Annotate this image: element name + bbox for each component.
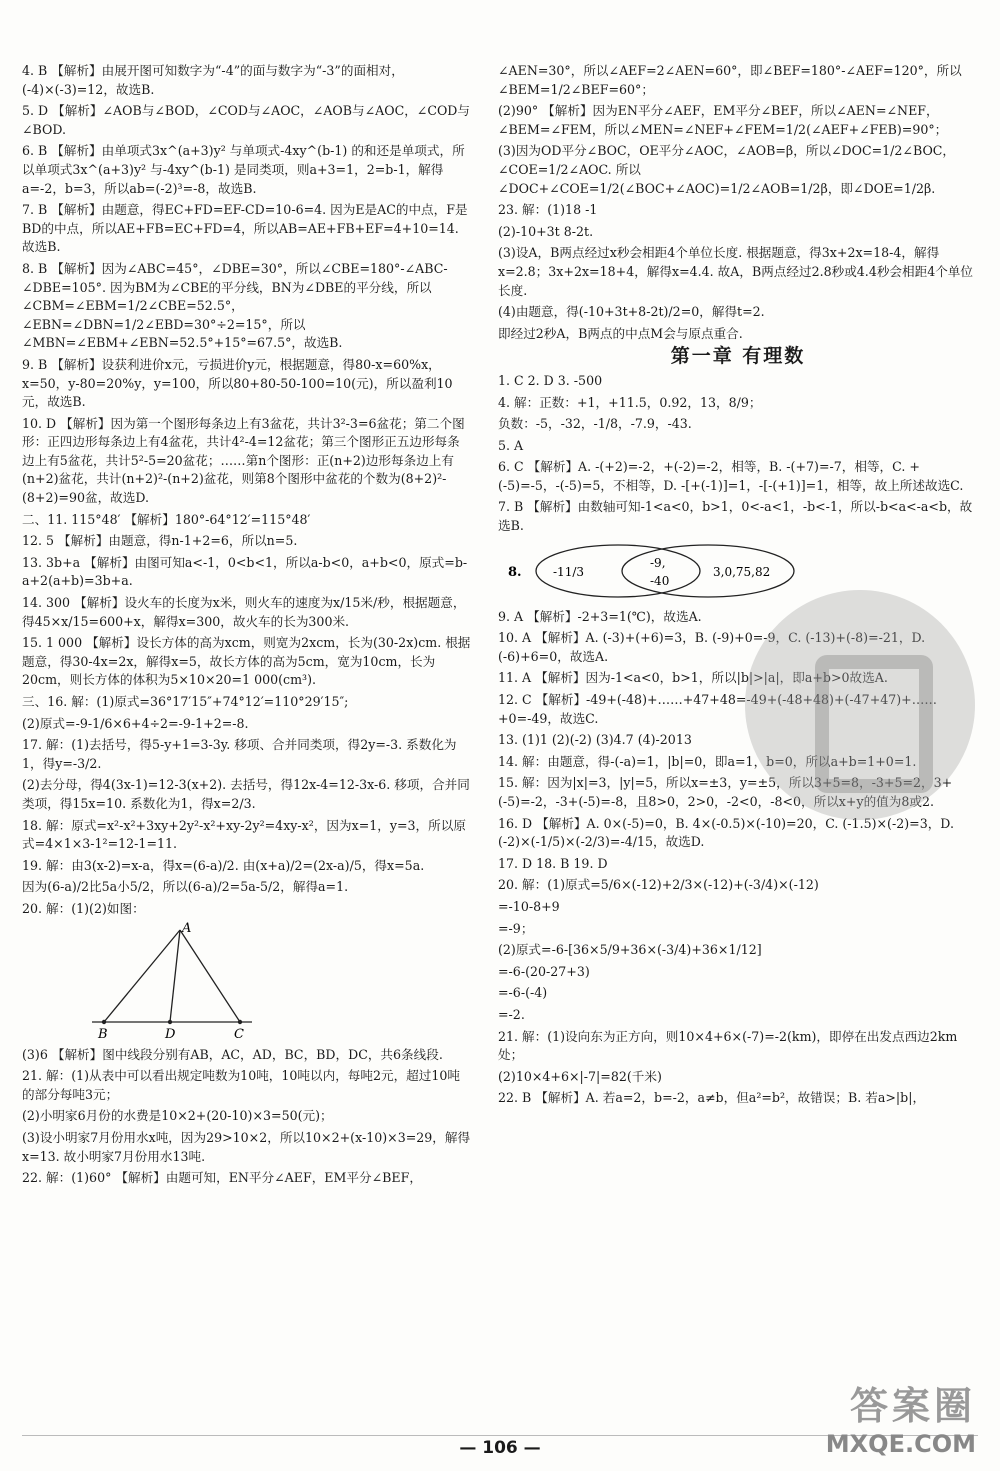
answer-item: 1. C 2. D 3. -500: [498, 372, 603, 388]
venn-diagram: [508, 540, 978, 602]
label-a: A: [182, 921, 192, 936]
page-number: — 106 —: [459, 1438, 541, 1458]
answer-item: 15. 解：因为|x|=3，|y|=5，所以x=±3，y=±5，所以3+5=8，-3+5=2，3+(-5)=-2，-3+(-5)=-8，且8>0，2>0，-2<0，-8<0，所以x+y的值为8或2.: [498, 775, 953, 809]
answer-item: 4. 解：正数：+1，+11.5，0.92，13，8/9；: [498, 394, 762, 410]
watermark-text: 答案圈: [849, 1384, 976, 1428]
answer-item: 20. 解：(1)(2)如图：: [22, 900, 145, 916]
answer-item: 5. D 【解析】∠AOB与∠BOD，∠COD与∠AOC，∠AOB与∠AOC，∠COD与∠BOD.: [22, 103, 471, 137]
left-column: [22, 62, 472, 1191]
answer-item: 19. 解：由3(x-2)=x-a，得x=(6-a)/2. 由(x+a)/2=(2x-a)/5，得x=5a.: [22, 857, 425, 873]
answer-item: 5. A: [498, 437, 524, 453]
answer-item: 4. B 【解析】由展开图可知数字为“-4”的面与数字为“-3”的面相对，(-4)×(-3)=12，故选B.: [22, 63, 404, 97]
answer-item: 21. 解：(1)从表中可以看出规定吨数为10吨，10吨以内，每吨2元，超过10吨的部分每吨3元；: [22, 1068, 460, 1102]
answer-item: =-6-(-4): [498, 985, 548, 1001]
triangle-diagram: [82, 922, 472, 1042]
answer-item: =-2.: [498, 1006, 525, 1022]
stamp-glyph: [815, 655, 933, 793]
label-b: B: [98, 1026, 108, 1042]
answer-item: 14. 300 【解析】设火车的长度为x米，则火车的速度为x/15米/秒，根据题意，得45×x/15=600+x，解得x=300，故火车的长为300米.: [22, 595, 466, 629]
answer-item: 20. 解：(1)原式=5/6×(-12)+2/3×(-12)+(-3/4)×(-12): [498, 877, 819, 893]
answer-item: 17. D 18. B 19. D: [498, 855, 608, 871]
answer-item: (2)90° 【解析】因为EN平分∠AEF，EM平分∠BEF，所以∠AEN=∠NEF，∠BEM=∠FEM，所以∠MEN=∠NEF+∠FEM=1/2(∠AEF+∠FEB)=90°；: [498, 103, 948, 137]
answer-item: 15. 1 000 【解析】设长方体的高为xcm，则宽为2xcm，长为(30-2x)cm. 根据题意，得30-4x=2x，解得x=5，故长方体的高为5cm，宽为10cm，长为20cm，则长方体的体积为5×10×20=1 000(cm³).: [22, 635, 471, 688]
answer-item: (4)由题意，得(-10+3t+8-2t)/2=0，解得t=2.: [498, 304, 765, 320]
answer-item: 9. B 【解析】设获利进价x元，亏损进价y元，根据题意，得80-x=60%x，x=50，y-80=20%y，y=100，所以80+80-50-100=10(元)，所以盈利10元，故选B.: [22, 356, 453, 410]
site-watermark: [826, 1375, 976, 1458]
right-column: [498, 62, 978, 1111]
answer-item: (3)设小明家7月份用水x吨，因为29>10×2，所以10×2+(x-10)×3=29，解得x=13. 故小明家7月份用水13吨.: [22, 1129, 471, 1164]
answer-item: (2)小明家6月份的水费是10×2+(20-10)×3=50(元)；: [22, 1108, 333, 1124]
answer-item: 10. A 【解析】A. (-3)+(+6)=3，B. (-9)+0=-9，C. (-13)+(-8)=-21，D. (-6)+6=0，故选A.: [498, 630, 930, 664]
answer-item: 即经过2秒A，B两点的中点M会与原点重合.: [498, 325, 743, 341]
answer-item: 10. D 【解析】因为第一个图形每条边上有3盆花，共计3²-3=6盆花；第二个图形：正四边形每条边上有4盆花，共计4²-4=12盆花；第三个图形正五边形每条边上有5盆花，共计5²-5=20盆花；……第n个图形：正(n+2)边形每条边上有(n+2)盆花，共计(n+2)²-(n+2)盆花，则第8个图形中盆花的个数为(8+2)²-(8+2)=90盆，故选D.: [22, 415, 465, 506]
answer-item: 7. B 【解析】由数轴可知-1<a<0，b>1，0<-a<1，-b<-1，所以-b<a<-a<b，故选B.: [498, 499, 973, 534]
answer-item: 13. (1)1 (2)(-2) (3)4.7 (4)-2013: [498, 732, 692, 748]
answer-item: 7. B 【解析】由题意，得EC+FD=EF-CD=10-6=4. 因为E是AC的中点，F是BD的中点，所以AE+FB=EC+FD=4，所以AB=AE+FB+EF=4+10=14. 故选B.: [22, 202, 468, 255]
answer-item: 13. 3b+a 【解析】由图可知a<-1，0<b<1，所以a-b<0，a+b<0，原式=b-a+2(a+b)=3b+a.: [22, 554, 468, 589]
answer-item: 二、11. 115°48′ 【解析】180°-64°12′=115°48′: [22, 511, 311, 527]
label-d: D: [165, 1026, 176, 1042]
answer-item: =-10-8+9: [498, 898, 560, 914]
answer-item: 12. C 【解析】-49+(-48)+……+47+48=-49+(-48+48)+(-47+47)+……+0=-49，故选C.: [498, 692, 937, 726]
answer-item: 21. 解：(1)设向东为正方向，则10×4+6×(-7)=-2(km)，即停在出发点西边2km处；: [498, 1028, 958, 1063]
answer-item: 22. 解：(1)60° 【解析】由题可知，EN平分∠AEF，EM平分∠BEF，: [22, 1170, 422, 1186]
answer-item: 18. 解：原式=x²-x²+3xy+2y²-x²+xy-2y²=4xy-x²，因为x=1，y=3，所以原式=4×1×3-1²=12-1=11.: [22, 817, 466, 852]
venn-middle-2: -40: [650, 573, 670, 588]
answer-item: 11. A 【解析】因为-1<a<0，b>1，所以|b|>|a|，即a+b>0故选A.: [498, 670, 888, 686]
chapter-title: 第一章 有理数: [670, 345, 806, 368]
answer-item: (2)原式=-9-1/6×6+4÷2=-9-1+2=-8.: [22, 715, 249, 731]
watermark-url: MXQE.COM: [825, 1430, 976, 1458]
answer-item: (2)去分母，得4(3x-1)=12-3(x+2). 去括号，得12x-4=12-3x-6. 移项，合并同类项，得15x=10. 系数化为1，得x=2/3.: [22, 777, 470, 811]
answer-item: 17. 解：(1)去括号，得5-y+1=3-3y. 移项、合并同类项，得2y=-3. 系数化为1，得y=-3/2.: [22, 737, 457, 771]
answer-item: (2)原式=-6-[36×5/9+36×(-3/4)+36×1/12]: [498, 942, 762, 958]
venn-middle-1: -9,: [650, 555, 666, 570]
answer-item: (3)因为OD平分∠BOC，OE平分∠AOC，∠AOB=β，所以∠DOC=1/2∠BOC，∠COE=1/2∠AOC. 所以∠DOC+∠COE=1/2(∠BOC+∠AOC)=1/2∠AOB=1/2β，即∠DOE=1/2β.: [498, 143, 956, 196]
answer-item: 8. B 【解析】因为∠ABC=45°，∠DBE=30°，所以∠CBE=180°-∠ABC-∠DBE=105°. 因为BM为∠CBE的平分线，BN为∠DBE的平分线，所以∠CBM=∠EBM=1/2∠CBE=52.5°，∠EBN=∠DBN=1/2∠EBD=30°÷2=15°，所以∠MBN=∠EBM+∠EBN=52.5°+15°=67.5°，故选B.: [22, 260, 448, 351]
answer-item: (2)10×4+6×|-7|=82(千米): [498, 1068, 662, 1084]
venn-left: -11/3: [553, 564, 585, 579]
answer-item: 12. 5 【解析】由题意，得n-1+2=6，所以n=5.: [22, 533, 298, 549]
answer-item: (3)设A，B两点经过x秒会相距4个单位长度. 根据题意，得3x+2x=18-4，解得x=2.8；3x+2x=18+4，解得x=4.4. 故A，B两点经过2.8秒或4.4秒会相距4个单位长度.: [498, 245, 973, 298]
venn-label: 8.: [508, 564, 522, 580]
answer-item: 14. 解：由题意，得-(-a)=1，|b|=0，即a=1，b=0，所以a+b=1+0=1.: [498, 753, 917, 769]
answer-item: ∠AEN=30°，所以∠AEF=2∠AEN=60°，即∠BEF=180°-∠AEF=120°，所以∠BEM=1/2∠BEF=60°；: [498, 63, 962, 97]
answer-item: (3)6 【解析】图中线段分别有AB，AC，AD，BC，BD，DC，共6条线段.: [22, 1046, 443, 1062]
answer-item: 负数：-5，-32，-1/8，-7.9，-43.: [498, 416, 692, 432]
answer-item: 22. B 【解析】A. 若a=2，b=-2，a≠b，但a²=b²，故错误；B. 若a>|b|，: [498, 1090, 926, 1106]
answer-item: 9. A 【解析】-2+3=1(℃)，故选A.: [498, 608, 702, 624]
answer-item: 因为(6-a)/2比5a小5/2，所以(6-a)/2=5a-5/2，解得a=1.: [22, 879, 349, 895]
answer-item: 6. C 【解析】A. -(+2)=-2，+(-2)=-2，相等，B. -(+7)=-7，相等，C. +(-5)=-5，-(-5)=5，不相等，D. -[+(-1)]=1，-[-(+1)]=1，相等，故上所述故选C.: [498, 459, 964, 493]
answer-item: =-6-(20-27+3): [498, 963, 590, 979]
venn-right: 3,0,75,82: [713, 564, 771, 579]
answer-item: 16. D 【解析】A. 0×(-5)=0，B. 4×(-0.5)×(-10)=20，C. (-1.5)×(-2)=3，D. (-2)×(-1/5)×(-2/3)=-4/15，故选D.: [498, 815, 958, 850]
answer-item: 23. 解：(1)18 -1: [498, 202, 598, 218]
answer-item: =-9；: [498, 920, 534, 936]
answer-item: 6. B 【解析】由单项式3x^(a+3)y² 与单项式-4xy^(b-1) 的和还是单项式，所以单项式3x^(a+3)y² 与-4xy^(b-1) 是同类项，则a+3=1，2=b-1，解得a=-2，b=3，所以ab=(-2)³=-8，故选B.: [22, 143, 465, 196]
label-c: C: [234, 1026, 244, 1042]
answer-item: 三、16. 解：(1)原式=36°17′15″+74°12′=110°29′15″;: [22, 694, 349, 709]
answer-item: (2)-10+3t 8-2t.: [498, 223, 594, 239]
